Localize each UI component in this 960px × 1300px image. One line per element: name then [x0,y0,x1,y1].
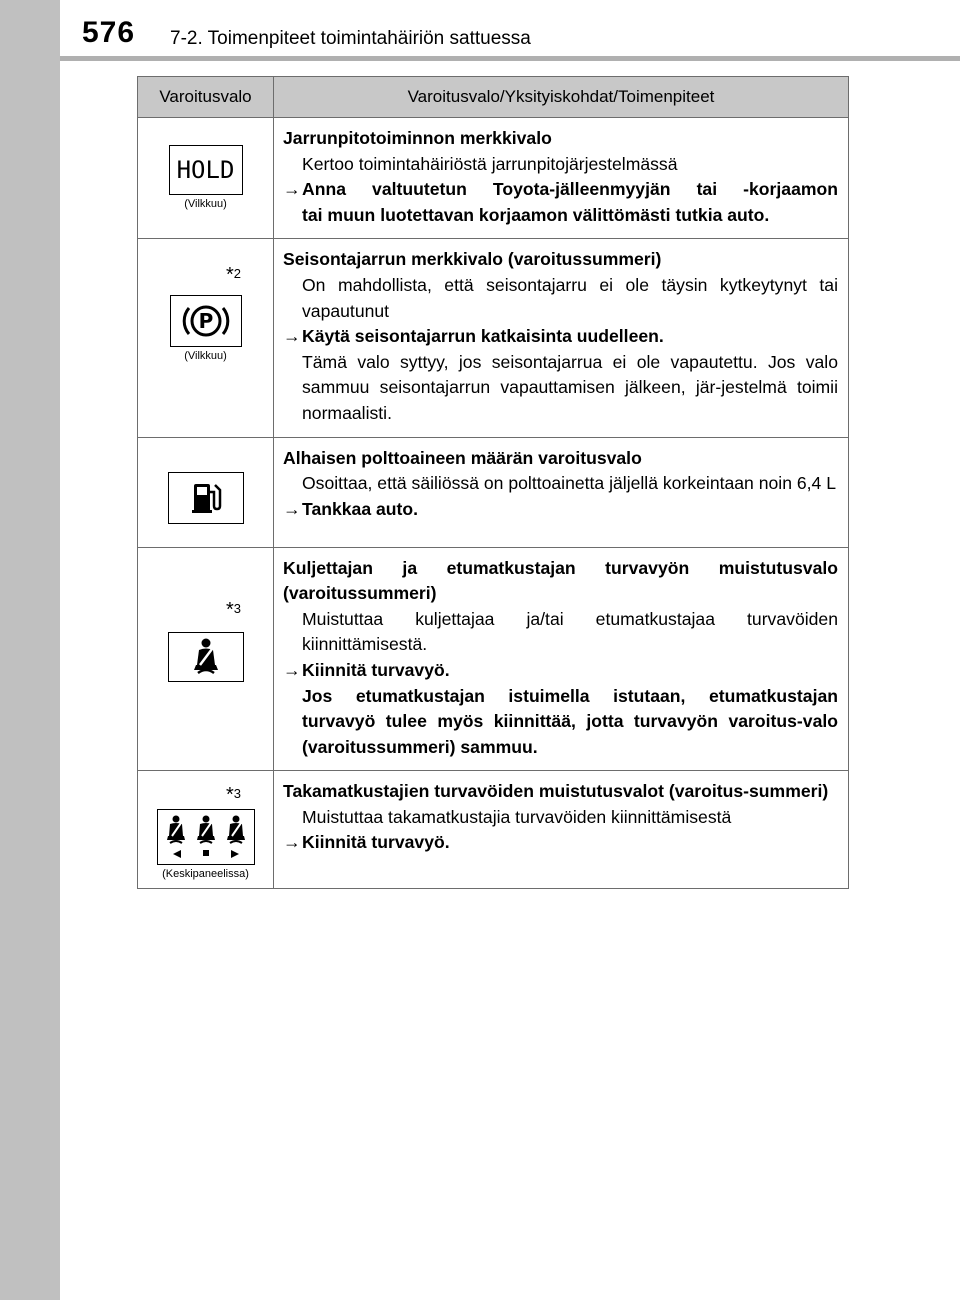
arrow-icon: → [283,498,301,519]
header-divider [60,56,960,61]
description-cell [274,547,849,771]
description-cell [274,118,849,239]
arrow-icon: → [283,326,301,347]
icon-cell [138,239,274,437]
icon-note: (Vilkkuu) [184,350,227,363]
entry-title: Jarrunpitotoiminnon merkkivalo [283,128,552,148]
parking-brake-icon [170,295,242,347]
column-header-details: Varoitusvalo/Yksityiskohdat/Toimenpiteet [274,77,849,118]
icon-note: (Keskipaneelissa) [162,868,249,881]
table-row [138,771,849,889]
svg-text:P: P [198,309,213,334]
icon-cell [138,771,274,889]
entry-description: Muistuttaa takamatkustajia turvavöiden kiinnittämisestä [302,806,732,827]
section-title: 7-2. Toimenpiteet toimintahäiriön sattuessa [170,28,531,49]
arrow-icon: → [283,832,301,853]
icon-cell [138,118,274,239]
entry-description: On mahdollista, että seisontajarru ei ole täysin kytkeytynyt tai vapautunut [302,274,838,321]
page-header [60,0,960,62]
entry-description: Kertoo toimintahäiriöstä jarrunpitojärjestelmässä [302,153,678,174]
icon-cell [138,547,274,771]
table-header-row [138,77,849,118]
entry-title: Takamatkustajien turvavöiden muistutusvalot (varoitus-summeri) [283,781,829,802]
entry-action: → Käytä seisontajarrun katkaisinta uudelleen. [283,324,838,350]
table-row [138,547,849,771]
arrow-icon: → [283,659,301,680]
table-row [138,437,849,547]
entry-description: Osoittaa, että säiliössä on polttoainetta jäljellä korkeintaan noin 6,4 L [302,473,837,494]
seatbelt-icon [168,632,244,682]
description-cell [274,437,849,547]
entry-title: Kuljettajan ja etumatkustajan turvavyön muistutusvalo (varoitussummeri) [283,557,838,604]
table-row [138,118,849,239]
table-row [138,239,849,437]
footnote-marker: *2 [225,264,241,287]
description-cell [274,771,849,889]
page-number: 576 [82,16,136,49]
warning-lights-table [137,76,849,889]
icon-cell [138,437,274,547]
entry-title: Seisontajarrun merkkivalo (varoitussummeri) [283,249,662,270]
entry-action: → Tankkaa auto. [283,497,838,523]
footnote-marker: *3 [225,784,241,807]
arrow-icon: → [283,179,301,200]
entry-action: → Kiinnitä turvavyö. [283,658,838,684]
description-cell [274,239,849,437]
entry-action: → Kiinnitä turvavyö. [283,830,838,856]
fuel-pump-icon [168,472,244,524]
entry-note: Tämä valo syttyy, jos seisontajarrua ei ole vapautettu. Jos valo sammuu seisontajarrun vapauttamisen jälkeen, jär-jestelmä toimii normaalisti. [302,351,838,423]
icon-note: (Vilkkuu) [184,198,227,210]
hold-icon: HOLD [169,145,243,195]
left-margin-band [0,0,60,1300]
entry-action: → Anna valtuutetun Toyota-jälleenmyyjän tai -korjaamon tai muun luotettavan korjaamon välittömästi tutkia auto. [283,179,838,225]
entry-title: Alhaisen polttoaineen määrän varoitusvalo [283,447,642,468]
footnote-marker: *3 [225,598,241,621]
entry-action-note: Jos etumatkustajan istuimella istutaan, etumatkustajan turvavyö tulee myös kiinnittää, jotta turvavyön varoitus-valo (varoitussummeri) sammuu. [302,685,838,757]
entry-description: Muistuttaa kuljettajaa ja/tai etumatkustajaa turvavöiden kiinnittämisestä. [302,608,838,655]
rear-seatbelt-icon [157,809,255,865]
column-header-warning-light: Varoitusvalo [138,77,274,118]
